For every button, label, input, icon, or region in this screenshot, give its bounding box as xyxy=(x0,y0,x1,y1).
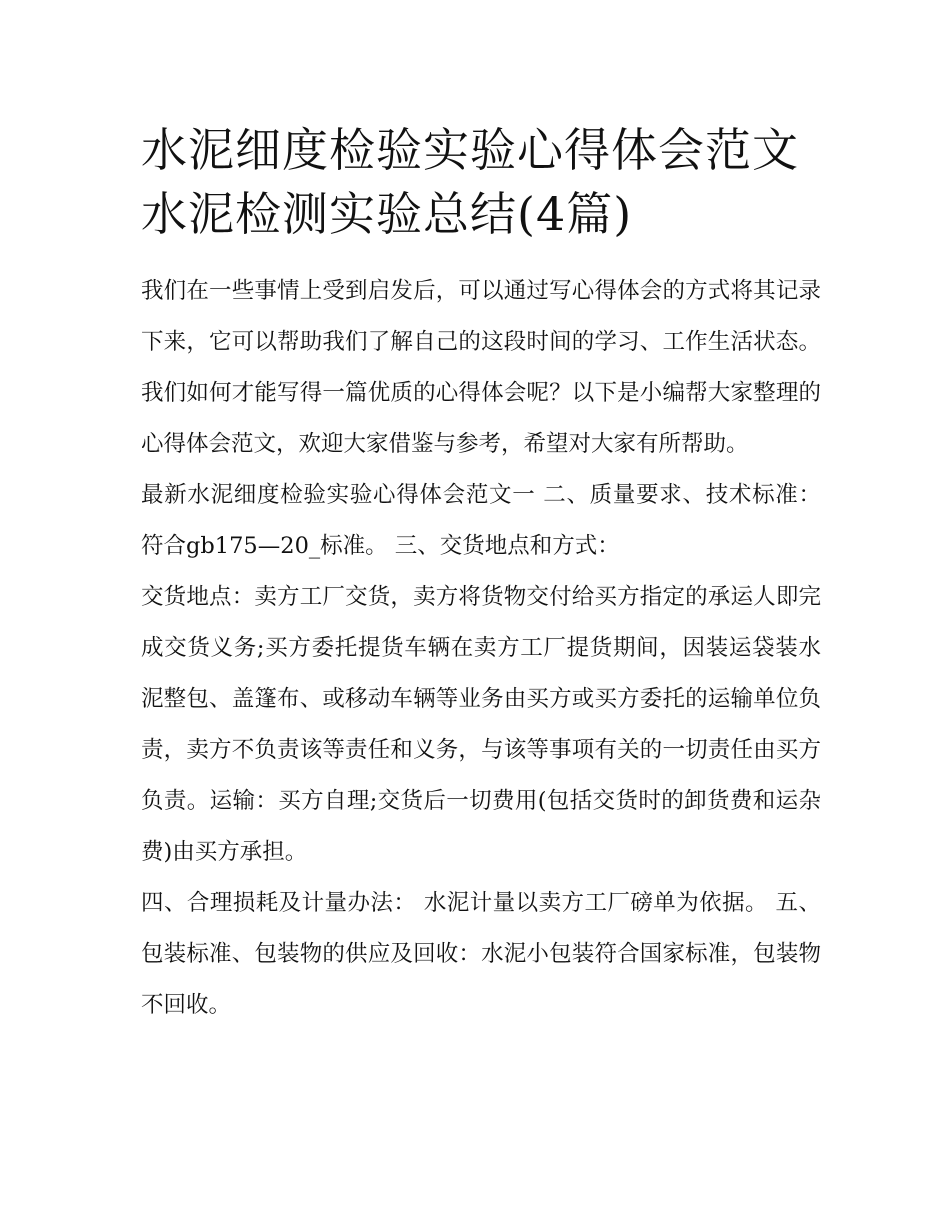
document-page xyxy=(141,118,821,1031)
packaging-paragraph: 四、合理损耗及计量办法： 水泥计量以卖方工厂磅单为依据。 五、包装标准、包装物的供应及回收：水泥小包装符合国家标准，包装物不回收。 xyxy=(141,890,821,1018)
delivery-terms-paragraph: 交货地点：卖方工厂交货，卖方将货物交付给买方指定的承运人即完成交货义务;买方委托提货车辆在卖方工厂提货期间，因装运袋装水泥整包、盖篷布、或移动车辆等业务由买方或买方委托的运输单位负责，卖方不负责该等责任和义务，与该等事项有关的一切责任由买方负责。运输：买方自理;交货后一切费用(包括交货时的卸货费和运杂费)由买方承担。 xyxy=(141,584,821,865)
intro-paragraph: 我们在一些事情上受到启发后，可以通过写心得体会的方式将其记录下来，它可以帮助我们了解自己的这段时间的学习、工作生活状态。我们如何才能写得一篇优质的心得体会呢？以下是小编帮大家整理的心得体会范文，欢迎大家借鉴与参考，希望对大家有所帮助。 xyxy=(141,278,821,457)
document-title: 水泥细度检验实验心得体会范文 水泥检测实验总结(4篇) xyxy=(141,123,799,241)
quality-standard-paragraph: 最新水泥细度检验实验心得体会范文一 二、质量要求、技术标准： 符合gb175—20_标准。 三、交货地点和方式： xyxy=(141,482,821,559)
